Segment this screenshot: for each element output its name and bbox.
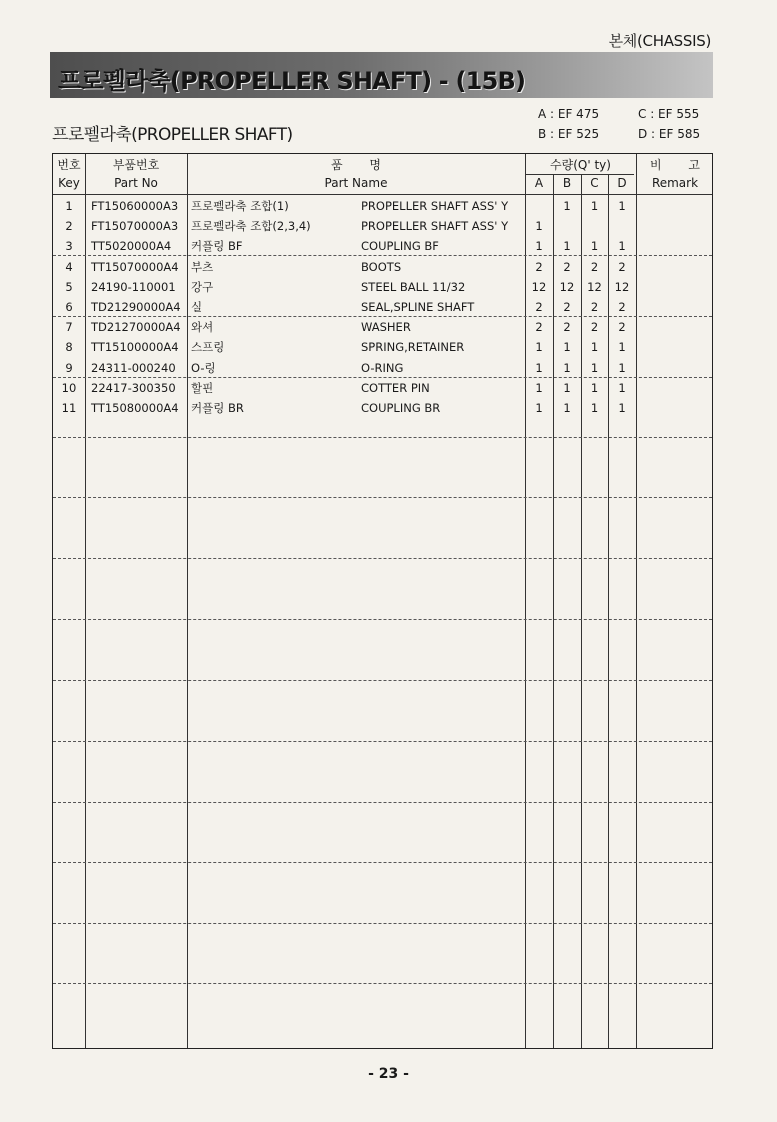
row-group-divider (53, 923, 712, 924)
row-group-divider (53, 316, 712, 317)
cell-c: 1 (590, 380, 599, 395)
table-row (53, 216, 712, 236)
cell-name-en: STEEL BALL 11/32 (361, 279, 466, 294)
table-row (53, 398, 712, 418)
cell-part-no: FT15060000A3 (91, 199, 179, 213)
header-col-c: C (590, 176, 599, 190)
cell-name-en: COUPLING BR (361, 401, 441, 415)
table-row (53, 196, 712, 216)
cell-c: 2 (590, 259, 599, 274)
cell-b: 1 (563, 360, 571, 375)
row-group-divider (53, 497, 712, 498)
parts-table (52, 153, 713, 1049)
cell-part-no: FT15070000A3 (91, 219, 179, 234)
cell-c: 1 (590, 401, 599, 415)
header-col-b: B (562, 176, 572, 190)
cell-key: 7 (65, 320, 73, 335)
cell-c: 1 (590, 340, 599, 355)
cell-key: 2 (65, 219, 73, 234)
cell-b: 1 (563, 340, 571, 355)
row-group-divider (53, 741, 712, 742)
cell-d: 2 (618, 259, 626, 274)
cell-a: 1 (535, 340, 543, 355)
cell-d: 1 (618, 239, 626, 254)
table-row (53, 277, 712, 297)
table-row (53, 337, 712, 357)
cell-b: 2 (563, 300, 571, 314)
page-number: - 23 - (368, 1066, 409, 1082)
cell-name-en: O-RING (361, 360, 404, 375)
header-remark-en: Remark (651, 176, 699, 190)
section-label: 본체(CHASSIS) (608, 32, 711, 50)
table-row (53, 236, 712, 256)
banner-title: 프로펠라축(PROPELLER SHAFT) - (15B) (58, 67, 526, 95)
cell-name-kr: 실 (191, 300, 203, 314)
header-partno-en: Part No (114, 176, 158, 190)
page-subtitle: 프로펠라축(PROPELLER SHAFT) (52, 125, 293, 145)
cell-name-kr: 할핀 (191, 380, 214, 395)
cell-part-no: 22417-300350 (91, 380, 176, 395)
cell-a: 1 (535, 360, 543, 375)
header-qty: 수량(Q' ty) (550, 158, 611, 172)
table-row (53, 378, 712, 398)
table-row (53, 358, 712, 378)
header-remark-kr: 비 고 (650, 158, 700, 172)
qty-header-divider (525, 174, 634, 175)
cell-key: 4 (65, 259, 73, 274)
model-a: A : EF 475 (538, 107, 600, 121)
cell-part-no: 24190-110001 (91, 279, 176, 294)
cell-name-kr: 커플링 BF (191, 239, 243, 254)
cell-c: 2 (590, 300, 599, 314)
header-col-a: A (534, 176, 544, 190)
cell-c: 12 (587, 279, 602, 294)
cell-a: 1 (535, 219, 543, 234)
cell-d: 1 (618, 340, 626, 355)
cell-b: 12 (559, 279, 575, 294)
model-d: D : EF 585 (638, 127, 701, 141)
cell-d: 1 (618, 199, 626, 213)
cell-key: 8 (65, 340, 73, 355)
row-group-divider (53, 255, 712, 256)
cell-key: 3 (65, 239, 73, 254)
cell-a: 1 (535, 380, 543, 395)
cell-part-no: TT15080000A4 (91, 401, 179, 415)
cell-part-no: TT15100000A4 (91, 340, 179, 355)
cell-name-en: COUPLING BF (361, 239, 439, 254)
cell-d: 2 (618, 300, 626, 314)
cell-part-no: 24311-000240 (91, 360, 176, 375)
cell-name-kr: 와셔 (191, 320, 214, 335)
cell-b: 1 (563, 239, 571, 254)
cell-b: 2 (563, 259, 571, 274)
cell-a: 2 (535, 320, 543, 335)
cell-d: 12 (614, 279, 630, 294)
cell-name-en: SEAL,SPLINE SHAFT (361, 300, 475, 314)
cell-name-kr: 스프링 (191, 340, 225, 355)
cell-name-kr: 프로펠라축 조합(1) (191, 199, 289, 213)
cell-a: 12 (531, 279, 547, 294)
row-group-divider (53, 680, 712, 681)
cell-name-kr: 부츠 (191, 259, 214, 274)
header-key-kr: 번호 (57, 158, 81, 172)
row-group-divider (53, 558, 712, 559)
cell-name-kr: O-링 (191, 360, 216, 375)
table-row (53, 257, 712, 277)
row-group-divider (53, 802, 712, 803)
cell-c: 2 (590, 320, 599, 335)
cell-d: 1 (618, 380, 626, 395)
cell-name-kr: 커플링 BR (191, 401, 244, 415)
row-group-divider (53, 437, 712, 438)
cell-a: 2 (535, 259, 543, 274)
cell-b: 2 (563, 320, 571, 335)
header-col-d: D (617, 176, 627, 190)
cell-key: 6 (65, 300, 73, 314)
cell-key: 1 (65, 199, 73, 213)
cell-b: 1 (563, 401, 571, 415)
cell-name-kr: 프로펠라축 조합(2,3,4) (191, 219, 311, 234)
cell-key: 9 (65, 360, 73, 375)
cell-name-en: PROPELLER SHAFT ASS' Y (361, 199, 509, 213)
cell-c: 1 (590, 360, 599, 375)
cell-b: 1 (563, 380, 571, 395)
cell-c: 1 (590, 199, 599, 213)
model-c: C : EF 555 (638, 107, 700, 121)
cell-part-no: TD21270000A4 (91, 320, 181, 335)
cell-name-en: COTTER PIN (361, 380, 430, 395)
cell-b: 1 (563, 199, 571, 213)
cell-name-en: PROPELLER SHAFT ASS' Y (361, 219, 509, 234)
row-group-divider (53, 862, 712, 863)
cell-d: 1 (618, 360, 626, 375)
row-group-divider (53, 377, 712, 378)
title-banner (50, 52, 713, 98)
cell-name-en: SPRING,RETAINER (361, 340, 465, 355)
cell-key: 11 (61, 401, 77, 415)
header-partno-kr: 부품번호 (112, 158, 160, 172)
cell-name-en: BOOTS (361, 259, 402, 274)
cell-a: 2 (535, 300, 543, 314)
row-group-divider (53, 619, 712, 620)
cell-key: 10 (61, 380, 77, 395)
cell-name-en: WASHER (361, 320, 411, 335)
table-row (53, 317, 712, 337)
header-key-en: Key (58, 176, 80, 190)
model-b: B : EF 525 (538, 127, 600, 141)
header-bottom-line (53, 194, 712, 195)
header-name-kr: 품 명 (331, 158, 381, 172)
cell-part-no: TT5020000A4 (91, 239, 172, 254)
cell-a: 1 (535, 239, 543, 254)
cell-a: 1 (535, 401, 543, 415)
table-row (53, 297, 712, 317)
cell-key: 5 (65, 279, 73, 294)
cell-name-kr: 강구 (191, 279, 214, 294)
cell-c: 1 (590, 239, 599, 254)
cell-part-no: TD21290000A4 (91, 300, 181, 314)
cell-part-no: TT15070000A4 (91, 259, 179, 274)
header-name-en: Part Name (324, 176, 388, 190)
cell-d: 1 (618, 401, 626, 415)
cell-d: 2 (618, 320, 626, 335)
row-group-divider (53, 983, 712, 984)
